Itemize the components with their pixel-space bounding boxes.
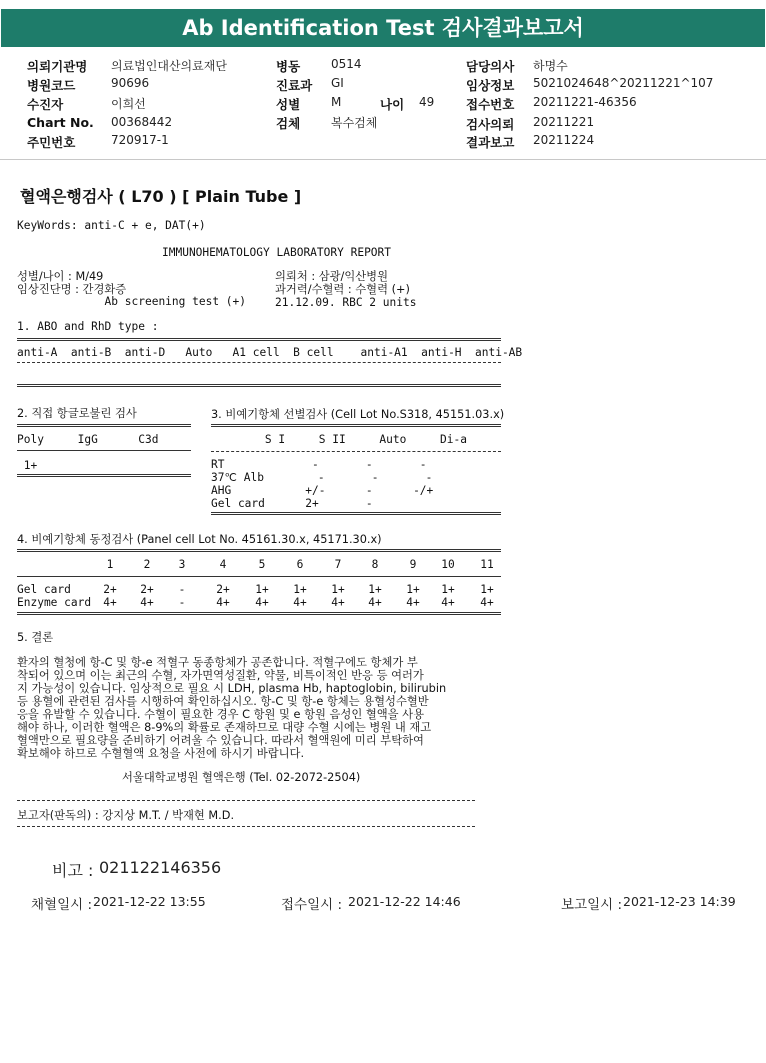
reception-label: 접수번호 — [466, 97, 515, 112]
collect-label: 채혈일시 : — [31, 897, 93, 913]
abo-title: 1. ABO and RhD type : — [17, 320, 159, 333]
abo-header: anti-A anti-B anti-D Auto A1 cell B cell anti-A1 anti-H anti-AB — [17, 346, 523, 359]
panel-column-header: 7 — [334, 558, 342, 571]
panel-cell: 4+ — [480, 596, 494, 609]
screening-line: Ab screening test (+) — [17, 295, 247, 308]
abo-rule-top — [17, 338, 501, 341]
lab-signature: 서울대학교병원 혈액은행 (Tel. 02-2072-2504) — [122, 771, 361, 784]
reporter-rule-bottom — [17, 826, 475, 827]
note-label: 비고 : — [52, 861, 94, 880]
dat-header: Poly IgG C3d — [17, 433, 159, 446]
dat-rule-mid — [17, 450, 191, 451]
abo-rule-bottom — [17, 384, 501, 387]
dat-title: 2. 직접 항글로불린 검사 — [17, 407, 137, 420]
panel-cell: 4+ — [331, 596, 345, 609]
panel-cell: 2+ — [216, 583, 230, 596]
panel-cell: 4+ — [406, 596, 420, 609]
ward-value: 0514 — [331, 57, 362, 71]
conclusion-line: 등 용혈에 관련된 검사를 시행하여 확인하십시오. 항-C 및 항-e 항체는 용혈성수혈반 — [17, 695, 429, 708]
panel-cell: 4+ — [103, 596, 117, 609]
reporter: 보고자(판독의) : 강지상 M.T. / 박재현 M.D. — [17, 809, 235, 822]
panel-rule-mid — [17, 576, 501, 577]
panel-column-header: 3 — [178, 558, 186, 571]
id-value: 720917-1 — [111, 133, 169, 147]
panel-row-label-gel: Gel card — [17, 583, 71, 596]
conclusion-line: 해야 하나, 이러한 혈액은 8-9%의 확률로 존재하므로 대량 수혈 시에는 병원 내 재고 — [17, 721, 432, 734]
report-date-label: 결과보고 — [466, 135, 515, 150]
reporter-rule-top — [17, 800, 475, 801]
panel-rule-top — [17, 549, 501, 552]
screen-rule-mid — [211, 451, 501, 452]
panel-column-header: 4 — [219, 558, 227, 571]
screen-rule-bottom — [211, 512, 501, 515]
receive-label: 접수일시 : — [281, 897, 343, 913]
request-label: 검사의뢰 — [466, 117, 515, 132]
panel-cell: 4+ — [255, 596, 269, 609]
conclusion-line: 응을 유발할 수 있습니다. 수혈이 필요한 경우 C 항원 및 e 항원 음성인 혈액을 사용 — [17, 708, 425, 721]
panel-cell: 4+ — [368, 596, 382, 609]
clinical-label: 임상정보 — [466, 78, 515, 93]
reception-value: 20211221-46356 — [533, 95, 637, 109]
conclusion-line: 혈액만으로 필요량을 준비하기 어려울 수 있습니다. 따라서 혈액원에 미리 부탁하여 — [17, 734, 424, 747]
conclusion-line: 착되어 있으며 이는 최근의 수혈, 자가면역성질환, 약물, 비특이적인 반응 등 여러가 — [17, 669, 424, 682]
conclusion-line: 환자의 혈청에 항-C 및 항-e 적혈구 동종항체가 공존합니다. 적혈구에도 항체가 부 — [17, 656, 418, 669]
panel-column-header: 10 — [441, 558, 455, 571]
keywords: KeyWords: anti-C + e, DAT(+) — [17, 219, 206, 232]
report-time-value: 2021-12-23 14:39 — [623, 894, 736, 909]
doctor-label: 담당의사 — [466, 59, 515, 74]
screen-row-gel: Gel card 2+ - — [211, 497, 373, 510]
doctor-value: 하명수 — [533, 59, 568, 73]
conclusion-line: 지 가능성이 있습니다. 임상적으로 필요 시 LDH, plasma Hb, haptoglobin, bilirubin — [17, 682, 447, 695]
panel-column-header: 6 — [296, 558, 304, 571]
chart-label: Chart No. — [27, 115, 94, 130]
panel-cell: 4+ — [441, 596, 455, 609]
report-date-value: 20211224 — [533, 133, 595, 147]
screen-rule-top — [211, 424, 501, 427]
conclusion-line: 확보해야 하므로 수혈혈액 요청을 사전에 하시기 바랍니다. — [17, 747, 305, 760]
sex-value: M — [331, 95, 342, 109]
panel-cell: 1+ — [368, 583, 382, 596]
panel-column-header: 11 — [480, 558, 494, 571]
institution-value: 의료법인대산의료재단 — [111, 59, 227, 73]
history-line: 과거력/수혈력 : 수혈력 (+) — [275, 283, 410, 296]
report-heading: IMMUNOHEMATOLOGY LABORATORY REPORT — [162, 246, 392, 259]
sex-label: 성별 — [276, 97, 301, 112]
panel-cell: - — [178, 596, 186, 609]
panel-cell: 4+ — [216, 596, 230, 609]
panel-column-header: 2 — [143, 558, 151, 571]
patient-label: 수진자 — [27, 97, 64, 112]
collect-value: 2021-12-22 13:55 — [93, 894, 206, 909]
screen-row-alb: 37℃ Alb - - - — [211, 471, 433, 484]
screen-header: S I S II Auto Di-a — [211, 433, 467, 446]
panel-rule-bottom — [17, 612, 501, 615]
panel-cell: 1+ — [441, 583, 455, 596]
institution-label: 의뢰기관명 — [27, 59, 88, 74]
diagnosis-line: 임상진단명 : 간경화증 — [17, 283, 127, 296]
clinical-value: 5021024648^20211221^107 — [533, 76, 714, 90]
panel-cell: 4+ — [293, 596, 307, 609]
panel-cell: 2+ — [103, 583, 117, 596]
panel-row-label-enzyme: Enzyme card — [17, 596, 92, 609]
specimen-value: 복수검체 — [331, 116, 378, 130]
panel-column-header: 8 — [371, 558, 379, 571]
screen-row-rt: RT - - - — [211, 458, 427, 471]
panel-cell: 1+ — [480, 583, 494, 596]
receive-value: 2021-12-22 14:46 — [348, 894, 461, 909]
transfusion-line: 21.12.09. RBC 2 units — [275, 296, 417, 309]
panel-cell: - — [178, 583, 186, 596]
requester-line: 의뢰처 : 삼광/익산병원 — [275, 270, 389, 283]
report-title: Ab Identification Test 검사결과보고서 — [1, 9, 765, 47]
panel-cell: 4+ — [140, 596, 154, 609]
panel-column-header: 1 — [106, 558, 114, 571]
conclusion-title: 5. 결론 — [17, 631, 54, 644]
note-value: 021122146356 — [99, 858, 222, 877]
chart-value: 00368442 — [111, 115, 173, 129]
age-value: 49 — [419, 95, 435, 109]
age-label: 나이 — [380, 97, 405, 112]
dat-rule-top — [17, 424, 191, 427]
hospital-code-label: 병원코드 — [27, 78, 76, 93]
dat-value: 1+ — [17, 459, 38, 472]
screen-title: 3. 비예기항체 선별검사 (Cell Lot No.S318, 45151.03.x) — [211, 408, 505, 421]
ward-label: 병동 — [276, 59, 301, 74]
id-label: 주민번호 — [27, 135, 76, 150]
panel-cell: 2+ — [140, 583, 154, 596]
panel-cell: 1+ — [293, 583, 307, 596]
report-time-label: 보고일시 : — [561, 897, 623, 913]
section-title: 혈액은행검사 ( L70 ) [ Plain Tube ] — [20, 187, 302, 206]
request-value: 20211221 — [533, 115, 595, 129]
panel-cell: 1+ — [406, 583, 420, 596]
panel-cell: 1+ — [255, 583, 269, 596]
specimen-label: 검체 — [276, 116, 301, 131]
dept-label: 진료과 — [276, 78, 313, 93]
hospital-code-value: 90696 — [111, 76, 150, 90]
panel-cell: 1+ — [331, 583, 345, 596]
panel-column-header: 9 — [409, 558, 417, 571]
sex-age-line: 성별/나이 : M/49 — [17, 270, 104, 283]
patient-value: 이희선 — [111, 97, 146, 111]
dept-value: GI — [331, 76, 344, 90]
panel-column-header: 5 — [258, 558, 266, 571]
abo-rule-mid — [17, 362, 501, 363]
screen-row-ahg: AHG +/- - -/+ — [211, 484, 434, 497]
dat-rule-bottom — [17, 474, 191, 477]
panel-title: 4. 비예기항체 동정검사 (Panel cell Lot No. 45161.30.x, 45171.30.x) — [17, 533, 382, 546]
header-divider — [0, 159, 766, 160]
